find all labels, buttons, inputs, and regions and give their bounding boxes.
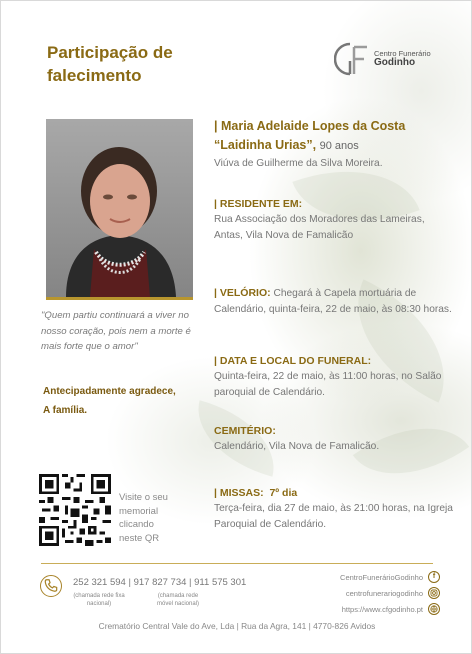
portrait-photo xyxy=(46,119,193,300)
funeral-text: Quinta-feira, 22 de maio, às 11:00 horas, no Salão paroquial de Calendário. xyxy=(214,371,442,398)
wake-text: Chegará à Capela mortuária de Calendário, quinta-feira, 22 de maio, às 08:30 horas. xyxy=(214,288,452,315)
residence-text: Rua Associação dos Moradores das Lameiras, Antas, Vila Nova de Famalicão xyxy=(214,214,425,241)
deceased-name: Maria Adelaide Lopes da Costa xyxy=(220,119,406,133)
page-title: Participação de falecimento xyxy=(47,43,173,85)
funeral-label: DATA E LOCAL DO FUNERAL: xyxy=(219,355,372,367)
masses-section: | MISSAS: 7º dia Terça-feira, dia 27 de maio, às 21:00 horas, na Igreja Paroquial de Calendário. xyxy=(214,485,454,533)
deceased-age: 90 anos xyxy=(319,140,359,152)
cemetery-section xyxy=(214,423,454,455)
logo-text xyxy=(374,49,431,67)
acknowledgement xyxy=(43,382,203,420)
mobile-note: (chamada rede móvel nacional) xyxy=(156,593,200,607)
facebook-link[interactable]: CentroFunerárioGodinho xyxy=(340,573,423,582)
residence-section: | RESIDENTE EM: Rua Associação dos Moradores das Lameiras, Antas, Vila Nova de Famalicão xyxy=(214,196,454,244)
phone-icon xyxy=(40,575,62,597)
family-line: A família. xyxy=(43,405,88,416)
cemetery-label: CEMITÉRIO: xyxy=(214,425,276,437)
instagram-icon[interactable] xyxy=(428,587,440,599)
logo-line1: Centro Funerário xyxy=(374,49,431,58)
wake-label: VELÓRIO: xyxy=(219,287,271,299)
qr-caption: Visite o seu memorial clicando neste QR xyxy=(119,492,168,544)
deceased-nickname: “Laidinha Urias”, xyxy=(214,138,317,152)
funeral-section: | DATA E LOCAL DO FUNERAL: Quinta-feira, 22 de maio, às 11:00 horas, no Salão paroquial de Calendário. xyxy=(214,353,454,401)
landline-note: (chamada rede fixa nacional) xyxy=(73,593,125,607)
deceased-relation: Viúva de Guilherme da Silva Moreira. xyxy=(214,158,383,169)
cemetery-text: Calendário, Vila Nova de Famalicão. xyxy=(214,441,380,452)
facebook-icon[interactable]: f xyxy=(428,571,440,583)
footer-divider xyxy=(41,563,433,564)
phone-numbers[interactable]: 252 321 594 | 917 827 734 | 911 575 301 xyxy=(73,577,247,588)
web-icon[interactable] xyxy=(428,603,440,615)
masses-detail: 7º dia xyxy=(269,487,298,499)
company-address: Crematório Central Vale do Ave, Lda | Rua da Agra, 141 | 4770-826 Avidos xyxy=(98,621,376,631)
residence-label: RESIDENTE EM: xyxy=(219,198,303,210)
masses-label: MISSAS: xyxy=(219,487,264,499)
instagram-link[interactable]: centrofunerariogodinho xyxy=(345,589,423,598)
logo-line2: Godinho xyxy=(374,57,416,68)
masses-text: Terça-feira, dia 27 de maio, às 21:00 horas, na Igreja Paroquial de Calendário. xyxy=(214,503,453,530)
memorial-qr-code[interactable] xyxy=(39,474,111,546)
deceased-block: | Maria Adelaide Lopes da Costa “Laidinha Urias”, 90 anos Viúva de Guilherme da Silva Moreira. xyxy=(214,117,454,172)
memorial-quote: "Quem partiu continuará a viver no nosso coração, pois nem a morte é mais forte que o amor" xyxy=(41,310,191,352)
thanks-line: Antecipadamente agradece, xyxy=(43,386,176,397)
cf-logo-icon xyxy=(334,41,370,77)
company-logo xyxy=(334,41,454,81)
website-link[interactable]: https://www.cfgodinho.pt xyxy=(341,605,423,614)
wake-section: | VELÓRIO: Chegará à Capela mortuária de Calendário, quinta-feira, 22 de maio, às 08:30 horas. xyxy=(214,287,452,315)
